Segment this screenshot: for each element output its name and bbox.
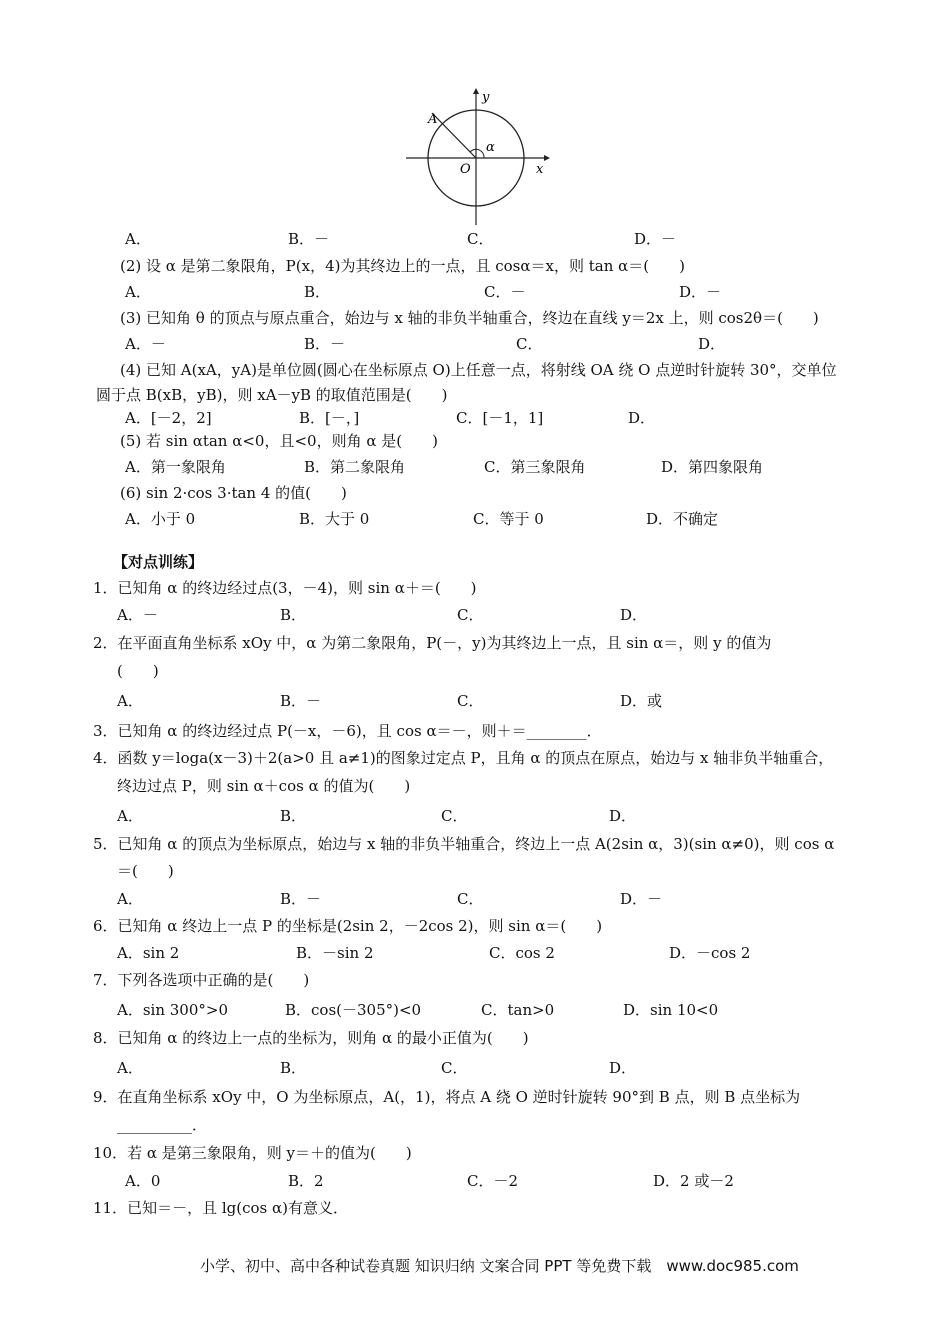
q2-option-a: A． bbox=[125, 283, 151, 301]
t5-text-line2: ＝( ) bbox=[117, 862, 174, 880]
t7-option-a: A．sin 300°>0 bbox=[117, 1001, 228, 1019]
q4-text-line2: 圆于点 B(xB，yB)，则 xA－yB 的取值范围是( ) bbox=[96, 386, 448, 404]
t8-option-b: B． bbox=[280, 1059, 307, 1077]
t1-option-a: A．－ bbox=[117, 606, 158, 624]
label-a: A bbox=[428, 112, 438, 127]
t10-option-d: D．2 或－2 bbox=[653, 1172, 734, 1190]
t10-option-a: A．0 bbox=[125, 1172, 161, 1190]
t4-option-c: C． bbox=[441, 807, 468, 825]
q6-option-c: C．等于 0 bbox=[473, 510, 544, 528]
t7-option-d: D．sin 10<0 bbox=[623, 1001, 719, 1019]
t2-text-line1: 2．在平面直角坐标系 xOy 中，α 为第二象限角，P(－，y)为其终边上一点，且 sin α＝，则 y 的值为 bbox=[93, 634, 772, 652]
t9-text-line2: __________． bbox=[117, 1116, 208, 1134]
t10-option-c: C．－2 bbox=[467, 1172, 519, 1190]
t10-text: 10．若 α 是第三象限角，则 y＝＋的值为( ) bbox=[93, 1144, 412, 1162]
q3-text: (3) 已知角 θ 的顶点与原点重合，始边与 x 轴的非负半轴重合，终边在直线 y＝2x 上，则 cos2θ＝( ) bbox=[120, 309, 819, 327]
terminal-side-oa bbox=[432, 113, 476, 158]
page-footer: 小学、初中、高中各种试卷真题 知识归纳 文案合同 PPT 等免费下载 www.doc985.com bbox=[200, 1257, 799, 1275]
q3-option-b: B．－ bbox=[304, 335, 346, 353]
t1-option-b: B． bbox=[280, 606, 307, 624]
q1-option-a: A． bbox=[125, 230, 151, 248]
label-x: x bbox=[536, 162, 544, 177]
t11-text: 11．已知＝－，且 lg(cos α)有意义． bbox=[93, 1199, 348, 1217]
t2-option-b: B．－ bbox=[280, 692, 322, 710]
t4-text-line2: 终边过点 P，则 sin α＋cos α 的值为( ) bbox=[117, 777, 411, 795]
t8-option-a: A． bbox=[117, 1059, 143, 1077]
q5-option-d: D．第四象限角 bbox=[661, 458, 764, 476]
q1-option-b: B．－ bbox=[288, 230, 330, 248]
q2-option-c: C．－ bbox=[484, 283, 526, 301]
q3-option-c: C． bbox=[516, 335, 543, 353]
q1-option-c: C． bbox=[467, 230, 494, 248]
t4-option-d: D． bbox=[609, 807, 637, 825]
q2-option-d: D．－ bbox=[679, 283, 722, 301]
t6-option-b: B．－sin 2 bbox=[296, 944, 374, 962]
t2-text-line2: ( ) bbox=[117, 662, 159, 680]
t7-option-b: B．cos(－305°)<0 bbox=[285, 1001, 422, 1019]
t6-option-d: D．－cos 2 bbox=[669, 944, 751, 962]
t7-option-c: C．tan>0 bbox=[481, 1001, 555, 1019]
q3-option-a: A．－ bbox=[125, 335, 166, 353]
q4-option-c: C．[－1，1] bbox=[456, 409, 544, 427]
t8-option-d: D． bbox=[609, 1059, 637, 1077]
y-axis-arrow bbox=[473, 88, 479, 94]
x-axis-arrow bbox=[544, 155, 550, 161]
t1-option-d: D． bbox=[620, 606, 648, 624]
t3-text: 3．已知角 α 的终边经过点 P(－x，－6)，且 cos α＝－，则＋＝________． bbox=[93, 722, 602, 740]
q3-option-d: D． bbox=[698, 335, 726, 353]
t1-text: 1．已知角 α 的终边经过点(3，－4)，则 sin α＋＝( ) bbox=[93, 579, 477, 597]
t6-option-c: C．cos 2 bbox=[489, 944, 555, 962]
q4-option-a: A．[－2，2] bbox=[125, 409, 212, 427]
t8-option-c: C． bbox=[441, 1059, 468, 1077]
t4-option-a: A． bbox=[117, 807, 143, 825]
t4-text-line1: 4．函数 y＝loga(x－3)＋2(a>0 且 a≠1)的图象过定点 P，且角 α 的顶点在原点，始边与 x 轴非负半轴重合， bbox=[93, 749, 834, 767]
t2-option-c: C． bbox=[457, 692, 484, 710]
t2-option-d: D．或 bbox=[620, 692, 663, 710]
q4-text-line1: (4) 已知 A(xA，yA)是单位圆(圆心在坐标原点 O)上任意一点，将射线 OA 绕 O 点逆时针旋转 30°，交单位 bbox=[120, 361, 837, 379]
q6-option-a: A．小于 0 bbox=[125, 510, 196, 528]
t4-option-b: B． bbox=[280, 807, 307, 825]
t5-option-a: A． bbox=[117, 890, 143, 908]
t6-option-a: A．sin 2 bbox=[117, 944, 180, 962]
q6-option-d: D．不确定 bbox=[646, 510, 719, 528]
q5-text: (5) 若 sin αtan α<0，且<0，则角 α 是( ) bbox=[120, 432, 438, 450]
q5-option-c: C．第三象限角 bbox=[484, 458, 586, 476]
q1-option-d: D．－ bbox=[634, 230, 677, 248]
q6-option-b: B．大于 0 bbox=[299, 510, 370, 528]
q5-option-b: B．第二象限角 bbox=[304, 458, 406, 476]
t5-option-d: D．－ bbox=[620, 890, 663, 908]
q4-option-d: D． bbox=[628, 409, 656, 427]
q2-option-b: B． bbox=[304, 283, 331, 301]
t5-option-b: B．－ bbox=[280, 890, 322, 908]
t8-text: 8．已知角 α 的终边上一点的坐标为，则角 α 的最小正值为( ) bbox=[93, 1029, 529, 1047]
t5-text-line1: 5．已知角 α 的顶点为坐标原点，始边与 x 轴的非负半轴重合，终边上一点 A(2sin α，3)(sin α≠0)，则 cos α bbox=[93, 835, 835, 853]
section-heading: 【对点训练】 bbox=[113, 553, 204, 571]
t5-option-c: C． bbox=[457, 890, 484, 908]
q4-option-b: B．[－，] bbox=[299, 409, 360, 427]
t6-text: 6．已知角 α 终边上一点 P 的坐标是(2sin 2，－2cos 2)，则 sin α＝( ) bbox=[93, 917, 603, 935]
unit-circle-figure bbox=[398, 85, 558, 235]
q2-text: (2) 设 α 是第二象限角，P(x，4)为其终边上的一点，且 cosα＝x，则 tan α＝( ) bbox=[120, 257, 685, 275]
t1-option-c: C． bbox=[457, 606, 484, 624]
q5-option-a: A．第一象限角 bbox=[125, 458, 226, 476]
label-o: O bbox=[460, 162, 471, 177]
t10-option-b: B．2 bbox=[288, 1172, 324, 1190]
t9-text-line1: 9．在直角坐标系 xOy 中，O 为坐标原点，A(，1)，将点 A 绕 O 逆时针旋转 90°到 B 点，则 B 点坐标为 bbox=[93, 1088, 801, 1106]
q6-text: (6) sin 2·cos 3·tan 4 的值( ) bbox=[120, 484, 347, 502]
label-y: y bbox=[482, 90, 490, 105]
t7-text: 7．下列各选项中正确的是( ) bbox=[93, 971, 310, 989]
label-alpha: α bbox=[486, 140, 495, 155]
t2-option-a: A． bbox=[117, 692, 143, 710]
